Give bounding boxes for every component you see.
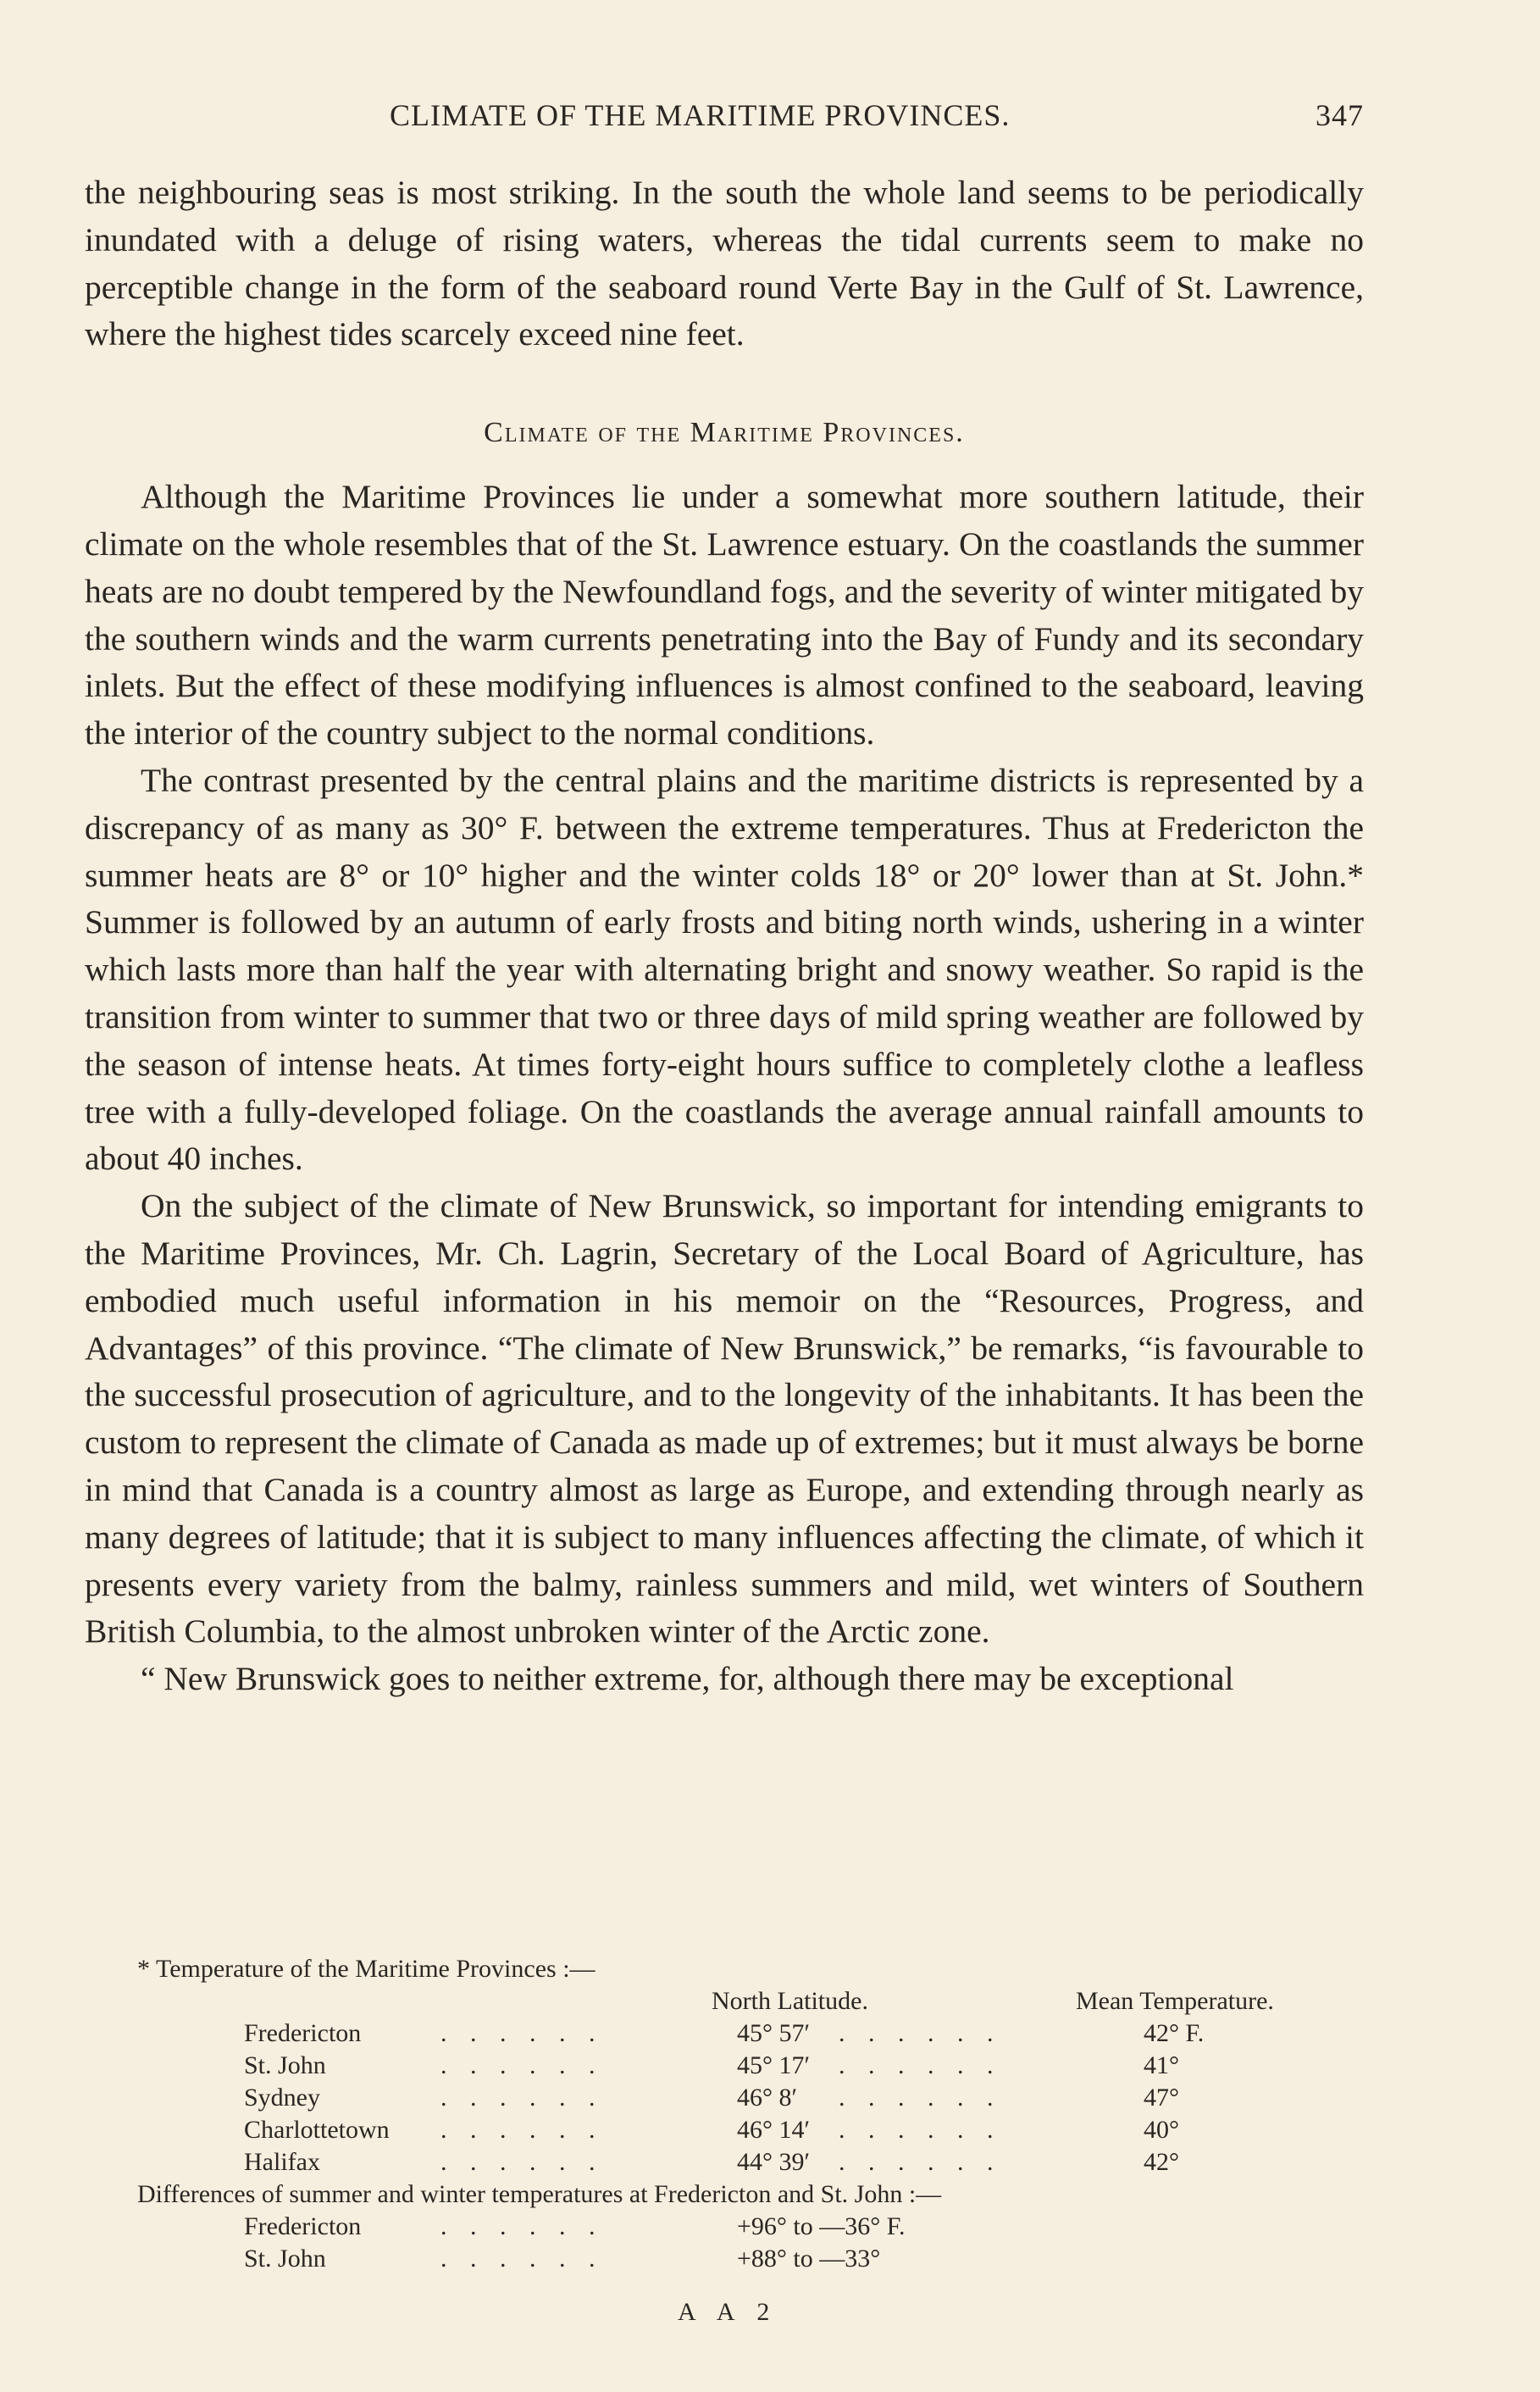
footnote-differences-intro: Differences of summer and winter temperatures at Fredericton and St. John :— (137, 2180, 942, 2208)
table-row (85, 2146, 1364, 2178)
running-head-title: CLIMATE OF THE MARITIME PROVINCES. (390, 98, 1011, 132)
place-name: Sydney (244, 2084, 320, 2112)
place-name: Halifax (244, 2148, 320, 2176)
paragraph-maritime-latitude: Although the Maritime Provinces lie under a somewhat more southern latitude, their climate on the whole resembles that of the St. Lawrence estuary. On the coastlands the summer heats are no doubt tempered by the Newfoundland fogs, and the severity of winter mitigated by the southern winds and the warm currents penetrating into the Bay of Fundy and its secondary inlets. But the effect of these modifying influences is almost confined to the seaboard, leaving the interior of the country subject to the normal conditions. (85, 478, 1364, 752)
dot-leader: . . . . . . (839, 2116, 1002, 2144)
temperature-column-header: Mean Temperature. (1076, 1987, 1274, 2015)
paragraph-continuation: the neighbouring seas is most striking. In the south the whole land seems to be periodically inundated with a deluge of rising waters, whereas the tidal currents seem to make no perceptible change in the form of the seaboard round Verte Bay in the Gulf of St. Lawrence, where the highest tides scarcely exceed nine feet. (85, 174, 1364, 353)
dot-leader: . . . . . . (839, 2148, 1002, 2176)
latitude-value: 46° 8′ (737, 2084, 798, 2112)
latitude-value: 46° 14′ (737, 2116, 811, 2144)
dot-leader: . . . . . . (839, 2019, 1002, 2047)
dot-leader: . . . . . . (839, 2051, 1002, 2079)
latitude-value: 45° 17′ (737, 2051, 811, 2079)
section-heading: Climate of the Maritime Provinces. (484, 417, 965, 449)
dot-leader: . . . . . . (440, 2019, 604, 2047)
footnote-table-header (85, 1985, 1364, 2017)
place-name: Fredericton (244, 2019, 362, 2047)
dot-leader: . . . . . . (440, 2084, 604, 2112)
footnote-intro: * Temperature of the Maritime Provinces :— (137, 1955, 596, 1983)
temperature-value: 47° (1144, 2084, 1179, 2112)
table-row (85, 2211, 1364, 2243)
temperature-range: +88° to —33° (737, 2245, 881, 2273)
dot-leader: . . . . . . (440, 2148, 604, 2176)
body-text (85, 169, 1364, 1703)
latitude-value: 45° 57′ (737, 2019, 811, 2047)
place-name: St. John (244, 2245, 326, 2273)
place-name: Charlottetown (244, 2116, 390, 2144)
temperature-value: 41° (1144, 2051, 1179, 2079)
footnote (85, 1953, 1364, 2275)
latitude-column-header: North Latitude. (712, 1987, 868, 2015)
dot-leader: . . . . . . (440, 2212, 604, 2240)
table-row (85, 2114, 1364, 2146)
dot-leader: . . . . . . (440, 2051, 604, 2079)
place-name: Fredericton (244, 2212, 362, 2240)
temperature-value: 40° (1144, 2116, 1179, 2144)
temperature-value: 42° F. (1144, 2019, 1205, 2047)
paragraph-neither-extreme: “ New Brunswick goes to neither extreme, for, although there may be exceptional (141, 1660, 1234, 1698)
table-row (85, 2243, 1364, 2275)
page-number: 347 (1316, 98, 1364, 132)
dot-leader: . . . . . . (839, 2084, 1002, 2112)
dot-leader: . . . . . . (440, 2245, 604, 2273)
table-row (85, 2082, 1364, 2114)
latitude-value: 44° 39′ (737, 2148, 811, 2176)
signature-mark: A A 2 (678, 2298, 778, 2326)
table-row (85, 2050, 1364, 2082)
temperature-range: +96° to —36° F. (737, 2212, 906, 2240)
temperature-value: 42° (1144, 2148, 1179, 2176)
place-name: St. John (244, 2051, 326, 2079)
paragraph-temperature-contrast: The contrast presented by the central plains and the maritime districts is represented by a discrepancy of as many as 30° F. between the extreme temperatures. Thus at Fredericton the summer heats are 8° or 10° higher and the winter colds 18° or 20° lower than at St. John.* Summer is followed by an autumn of early frosts and biting north winds, ushering in a winter which lasts more than half the year with alternating bright and snowy weather. So rapid is the transition from winter to summer that two or three days of mild spring weather are followed by the season of intense heats. At times forty-eight hours suffice to completely clothe a leafless tree with a fully-developed foliage. On the coastlands the average annual rainfall amounts to about 40 inches. (85, 761, 1364, 1178)
table-row (85, 2017, 1364, 2050)
paragraph-new-brunswick-climate: On the subject of the climate of New Brunswick, so important for intending emigrants to the Maritime Provinces, Mr. Ch. Lagrin, Secretary of the Local Board of Agriculture, has embodied much useful information in his memoir on the “Resources, Progress, and Advantages” of this province. “The climate of New Brunswick,” be remarks, “is favourable to the successful prosecution of agriculture, and to the longevity of the inhabitants. It has been the custom to represent the climate of Canada as made up of extremes; but it must always be borne in mind that Canada is a country almost as large as Europe, and extending through nearly as many degrees of latitude; that it is subject to many influences affecting the climate, of which it presents every variety from the balmy, rainless summers and mild, wet winters of Southern British Columbia, to the almost unbroken winter of the Arctic zone. (85, 1187, 1364, 1651)
running-head (85, 97, 1364, 140)
dot-leader: . . . . . . (440, 2116, 604, 2144)
